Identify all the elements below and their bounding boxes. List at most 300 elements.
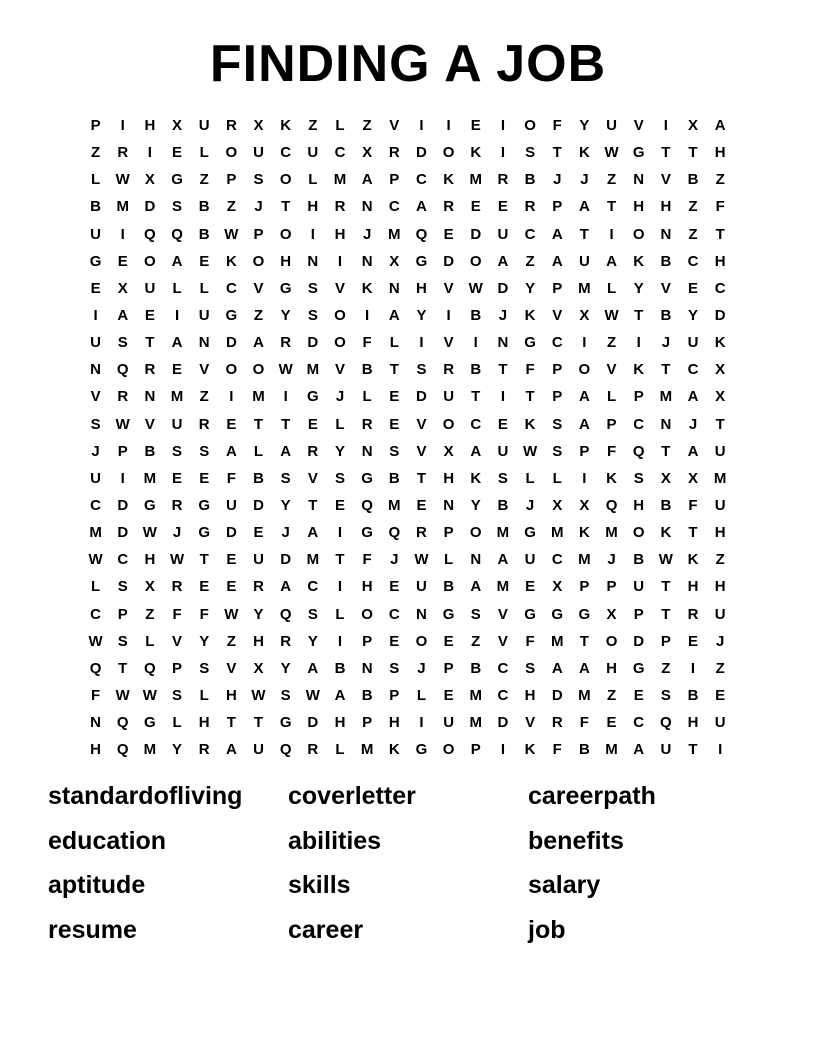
grid-letter: I <box>582 334 587 352</box>
grid-letter: K <box>633 361 645 379</box>
grid-letter: I <box>500 117 505 135</box>
grid-letter: N <box>660 225 672 243</box>
grid-letter: C <box>633 415 645 433</box>
grid-letter: R <box>443 198 455 216</box>
grid-letter: D <box>470 225 482 243</box>
grid-letter: P <box>90 117 101 135</box>
grid-letter: M <box>469 171 483 189</box>
grid-letter: A <box>578 198 590 216</box>
grid-letter: L <box>335 741 345 759</box>
grid-letter: U <box>714 442 726 460</box>
grid-letter: G <box>632 144 645 162</box>
grid-letter: S <box>90 415 101 433</box>
grid-letter: E <box>172 361 183 379</box>
word-list-item: careerpath <box>528 782 656 810</box>
grid-letter: Q <box>171 225 183 243</box>
grid-letter: E <box>199 469 210 487</box>
grid-letter: T <box>715 225 725 243</box>
word-list-item: skills <box>288 871 351 899</box>
grid-letter: W <box>142 524 157 542</box>
word-list <box>48 774 768 952</box>
grid-letter: I <box>582 469 587 487</box>
grid-letter: S <box>199 442 210 460</box>
grid-letter: B <box>660 497 672 515</box>
grid-letter: H <box>361 578 373 596</box>
grid-letter: B <box>198 198 210 216</box>
grid-letter: J <box>553 171 562 189</box>
grid-letter: O <box>279 225 292 243</box>
grid-letter: E <box>226 578 237 596</box>
grid-letter: M <box>333 171 347 189</box>
grid-letter: S <box>172 687 183 705</box>
grid-letter: D <box>307 714 319 732</box>
grid-letter: N <box>497 334 509 352</box>
grid-letter: O <box>225 144 238 162</box>
grid-letter: V <box>226 659 237 677</box>
grid-letter: J <box>661 334 671 352</box>
grid-letter: V <box>633 117 644 135</box>
grid-letter: P <box>579 578 590 596</box>
grid-letter: X <box>579 307 590 325</box>
grid-letter: B <box>388 469 400 487</box>
grid-letter: L <box>199 144 209 162</box>
grid-letter: W <box>604 144 619 162</box>
grid-letter: G <box>632 659 645 677</box>
grid-letter: R <box>307 741 319 759</box>
grid-letter: U <box>633 578 645 596</box>
grid-letter: C <box>388 198 400 216</box>
grid-letter: O <box>334 307 346 325</box>
grid-letter: G <box>279 714 292 732</box>
grid-letter: U <box>307 144 319 162</box>
grid-letter: P <box>606 415 617 433</box>
grid-letter: S <box>280 469 291 487</box>
grid-letter: E <box>226 551 237 569</box>
grid-letter: I <box>120 225 125 243</box>
grid-letter: P <box>606 578 617 596</box>
grid-letter: S <box>552 442 563 460</box>
grid-letter: M <box>388 225 401 243</box>
grid-letter: G <box>524 334 536 352</box>
word-list-item: salary <box>528 871 601 899</box>
grid-row <box>82 492 734 519</box>
word-list-item: standardofliving <box>48 782 243 810</box>
grid-letter: O <box>361 605 373 623</box>
grid-letter: P <box>389 171 400 189</box>
grid-row <box>82 139 734 166</box>
grid-letter: N <box>416 605 427 623</box>
grid-letter: T <box>118 659 128 677</box>
grid-letter: H <box>388 714 400 732</box>
grid-letter: Z <box>362 117 372 135</box>
grid-letter: E <box>389 578 400 596</box>
grid-letter: N <box>198 334 210 352</box>
grid-letter: M <box>496 578 510 596</box>
grid-letter: O <box>632 524 645 542</box>
grid-letter: A <box>171 252 183 270</box>
grid-letter: B <box>633 551 645 569</box>
grid-letter: Z <box>90 144 101 162</box>
grid-letter: A <box>470 578 482 596</box>
grid-letter: R <box>171 497 183 515</box>
grid-letter: W <box>224 225 239 243</box>
grid-letter: X <box>117 279 128 297</box>
grid-letter: T <box>253 415 264 433</box>
grid-letter: D <box>497 714 509 732</box>
grid-letter: V <box>497 605 508 623</box>
grid-letter: N <box>361 659 373 677</box>
grid-letter: P <box>552 198 563 216</box>
grid-letter: E <box>497 198 508 216</box>
grid-letter: T <box>606 198 617 216</box>
grid-letter: E <box>525 578 536 596</box>
grid-letter: G <box>361 469 373 487</box>
grid-letter: S <box>307 605 318 623</box>
grid-letter: X <box>144 578 155 596</box>
grid-letter: U <box>171 415 183 433</box>
grid-letter: F <box>525 632 535 650</box>
grid-letter: R <box>198 415 210 433</box>
grid-letter: E <box>443 687 454 705</box>
grid-letter: V <box>660 279 671 297</box>
grid-letter: W <box>468 279 483 297</box>
grid-letter: Q <box>388 524 401 542</box>
grid-letter: M <box>116 198 129 216</box>
grid-letter: E <box>334 497 345 515</box>
grid-letter: T <box>661 361 671 379</box>
grid-letter: G <box>361 524 373 542</box>
grid-letter: I <box>419 334 424 352</box>
grid-row <box>82 166 734 193</box>
grid-letter: M <box>605 741 618 759</box>
grid-letter: B <box>361 361 373 379</box>
grid-letter: O <box>469 252 482 270</box>
grid-letter: Q <box>116 361 129 379</box>
grid-letter: R <box>307 442 319 460</box>
grid-letter: L <box>90 171 101 189</box>
grid-letter: R <box>551 714 563 732</box>
grid-letter: G <box>524 605 536 623</box>
grid-letter: R <box>443 361 455 379</box>
word-list-item: aptitude <box>48 871 146 899</box>
grid-row <box>82 546 734 573</box>
grid-letter: A <box>551 659 563 677</box>
grid-letter: I <box>120 469 125 487</box>
grid-letter: A <box>280 442 292 460</box>
grid-letter: I <box>147 144 152 162</box>
grid-letter: K <box>714 334 726 352</box>
grid-row <box>82 275 734 302</box>
grid-letter: Z <box>661 659 671 677</box>
grid-letter: H <box>334 225 346 243</box>
grid-letter: E <box>470 117 481 135</box>
grid-letter: P <box>633 605 644 623</box>
grid-letter: A <box>307 659 319 677</box>
grid-letter: T <box>389 361 399 379</box>
grid-letter: G <box>144 714 156 732</box>
grid-letter: S <box>525 144 536 162</box>
grid-row <box>82 329 734 356</box>
grid-letter: L <box>335 415 345 433</box>
grid-letter: M <box>550 524 564 542</box>
grid-letter: C <box>687 252 699 270</box>
grid-letter: S <box>280 687 291 705</box>
grid-letter: V <box>552 307 563 325</box>
grid-letter: V <box>660 171 671 189</box>
grid-letter: A <box>714 117 726 135</box>
grid-letter: C <box>551 334 563 352</box>
grid-letter: T <box>634 307 644 325</box>
grid-letter: Y <box>280 659 291 677</box>
grid-letter: H <box>198 714 210 732</box>
grid-row <box>82 736 734 763</box>
grid-letter: T <box>688 741 698 759</box>
grid-letter: C <box>470 415 482 433</box>
grid-letter: A <box>334 687 346 705</box>
grid-letter: S <box>334 469 345 487</box>
grid-letter: O <box>524 117 536 135</box>
grid-letter: A <box>470 442 482 460</box>
grid-letter: P <box>443 524 454 542</box>
grid-letter: N <box>470 551 482 569</box>
grid-letter: I <box>500 144 505 162</box>
grid-letter: F <box>172 605 182 623</box>
grid-letter: C <box>416 171 427 189</box>
grid-letter: Z <box>308 117 318 135</box>
grid-letter: I <box>636 334 641 352</box>
grid-letter: N <box>361 198 373 216</box>
grid-letter: G <box>171 171 183 189</box>
grid-letter: V <box>172 632 183 650</box>
grid-letter: K <box>361 279 373 297</box>
grid-letter: Y <box>307 632 318 650</box>
grid-letter: Z <box>688 225 698 243</box>
grid-letter: A <box>578 659 590 677</box>
grid-letter: Z <box>145 605 155 623</box>
grid-letter: I <box>337 578 343 596</box>
grid-letter: J <box>335 388 345 406</box>
grid-row <box>82 221 734 248</box>
grid-letter: Z <box>688 198 698 216</box>
grid-letter: T <box>579 632 589 650</box>
grid-letter: F <box>552 741 562 759</box>
grid-letter: G <box>578 605 591 623</box>
grid-letter: T <box>498 361 508 379</box>
grid-row <box>82 411 734 438</box>
grid-letter: D <box>497 279 509 297</box>
grid-letter: M <box>388 497 401 515</box>
grid-letter: G <box>524 524 536 542</box>
grid-letter: R <box>117 388 129 406</box>
grid-letter: W <box>115 415 130 433</box>
grid-letter: D <box>416 388 427 406</box>
grid-letter: D <box>714 307 726 325</box>
grid-letter: Y <box>199 632 210 650</box>
grid-letter: O <box>415 632 428 650</box>
grid-letter: E <box>117 252 128 270</box>
grid-letter: U <box>198 307 210 325</box>
grid-row <box>82 601 734 628</box>
grid-letter: A <box>497 551 509 569</box>
grid-letter: E <box>389 632 400 650</box>
grid-letter: Q <box>116 741 129 759</box>
grid-letter: M <box>605 524 618 542</box>
grid-letter: R <box>416 524 427 542</box>
grid-letter: P <box>470 741 481 759</box>
grid-letter: G <box>306 388 319 406</box>
grid-letter: T <box>715 415 725 433</box>
grid-letter: I <box>174 307 180 325</box>
grid-letter: T <box>688 524 698 542</box>
grid-letter: N <box>361 442 373 460</box>
grid-letter: Z <box>253 307 264 325</box>
grid-letter: N <box>90 714 101 732</box>
grid-letter: H <box>416 279 427 297</box>
grid-letter: A <box>225 741 237 759</box>
grid-letter: R <box>253 578 264 596</box>
grid-letter: U <box>524 551 536 569</box>
grid-letter: H <box>606 659 617 677</box>
grid-letter: G <box>415 741 428 759</box>
grid-letter: V <box>443 334 454 352</box>
grid-letter: H <box>714 144 726 162</box>
grid-letter: S <box>525 659 536 677</box>
grid-letter: Y <box>334 442 345 460</box>
grid-letter: N <box>361 252 373 270</box>
grid-letter: M <box>496 524 510 542</box>
grid-letter: I <box>337 252 343 270</box>
grid-letter: Q <box>116 714 129 732</box>
grid-letter: L <box>335 117 345 135</box>
grid-letter: L <box>308 171 318 189</box>
grid-letter: Z <box>226 632 236 650</box>
grid-letter: Q <box>89 659 102 677</box>
grid-letter: A <box>388 307 400 325</box>
grid-letter: Q <box>605 497 618 515</box>
grid-letter: A <box>687 442 699 460</box>
grid-letter: K <box>443 171 455 189</box>
grid-letter: I <box>446 307 451 325</box>
grid-letter: R <box>497 171 509 189</box>
grid-letter: V <box>90 388 101 406</box>
grid-letter: K <box>687 551 699 569</box>
grid-letter: C <box>90 605 101 623</box>
grid-letter: X <box>552 497 563 515</box>
grid-letter: F <box>688 497 698 515</box>
grid-letter: B <box>361 687 373 705</box>
grid-letter: P <box>660 632 671 650</box>
grid-letter: J <box>607 551 616 569</box>
grid-letter: M <box>143 469 157 487</box>
grid-letter: M <box>170 388 184 406</box>
grid-letter: E <box>199 252 210 270</box>
grid-letter: O <box>442 144 455 162</box>
grid-letter: K <box>524 307 536 325</box>
grid-letter: N <box>144 388 156 406</box>
grid-letter: H <box>90 741 101 759</box>
grid-letter: M <box>550 632 564 650</box>
grid-letter: G <box>279 279 292 297</box>
grid-row <box>82 383 734 410</box>
word-list-item: benefits <box>528 826 624 855</box>
grid-letter: C <box>687 361 699 379</box>
grid-letter: Y <box>633 279 644 297</box>
grid-letter: I <box>419 714 424 732</box>
grid-letter: A <box>551 252 563 270</box>
grid-letter: J <box>362 225 372 243</box>
grid-letter: X <box>362 144 373 162</box>
grid-letter: L <box>444 551 454 569</box>
grid-letter: S <box>552 415 563 433</box>
grid-letter: B <box>470 659 482 677</box>
grid-letter: D <box>551 687 563 705</box>
grid-letter: H <box>253 632 264 650</box>
grid-letter: K <box>633 252 645 270</box>
grid-letter: B <box>144 442 156 460</box>
grid-letter: K <box>578 144 590 162</box>
grid-letter: L <box>172 714 182 732</box>
grid-letter: W <box>88 551 103 569</box>
grid-letter: E <box>688 632 699 650</box>
grid-letter: Q <box>415 225 428 243</box>
grid-letter: N <box>633 171 645 189</box>
grid-letter: M <box>306 361 320 379</box>
grid-letter: X <box>253 117 264 135</box>
grid-letter: P <box>117 605 128 623</box>
grid-letter: A <box>280 578 292 596</box>
grid-letter: N <box>443 497 455 515</box>
grid-letter: U <box>198 117 210 135</box>
grid-letter: L <box>416 687 427 705</box>
grid-letter: A <box>578 415 590 433</box>
grid-letter: Z <box>606 687 617 705</box>
grid-letter: T <box>661 605 671 623</box>
grid-letter: T <box>688 144 698 162</box>
grid-letter: L <box>389 334 399 352</box>
grid-letter: U <box>714 714 726 732</box>
grid-letter: Q <box>144 225 156 243</box>
grid-letter: U <box>443 714 455 732</box>
grid-letter: J <box>417 659 426 677</box>
grid-letter: K <box>470 144 482 162</box>
grid-letter: L <box>172 279 182 297</box>
grid-letter: E <box>307 415 318 433</box>
grid-letter: S <box>253 171 264 189</box>
grid-letter: H <box>144 117 156 135</box>
grid-letter: I <box>365 307 370 325</box>
grid-letter: K <box>524 741 536 759</box>
grid-letter: P <box>579 442 590 460</box>
grid-letter: B <box>497 497 509 515</box>
grid-letter: V <box>253 279 264 297</box>
grid-row <box>82 655 734 682</box>
grid-letter: P <box>226 171 237 189</box>
grid-letter: U <box>497 442 509 460</box>
grid-letter: M <box>469 687 483 705</box>
grid-letter: J <box>281 524 290 542</box>
grid-letter: I <box>609 225 614 243</box>
grid-letter: Y <box>416 307 427 325</box>
grid-letter: K <box>660 524 672 542</box>
grid-letter: C <box>551 551 563 569</box>
word-list-item: career <box>288 915 364 944</box>
grid-letter: W <box>115 171 130 189</box>
grid-letter: O <box>605 632 618 650</box>
grid-letter: D <box>280 551 292 569</box>
word-list-item: resume <box>48 915 137 944</box>
grid-letter: R <box>687 605 699 623</box>
grid-letter: T <box>661 144 671 162</box>
